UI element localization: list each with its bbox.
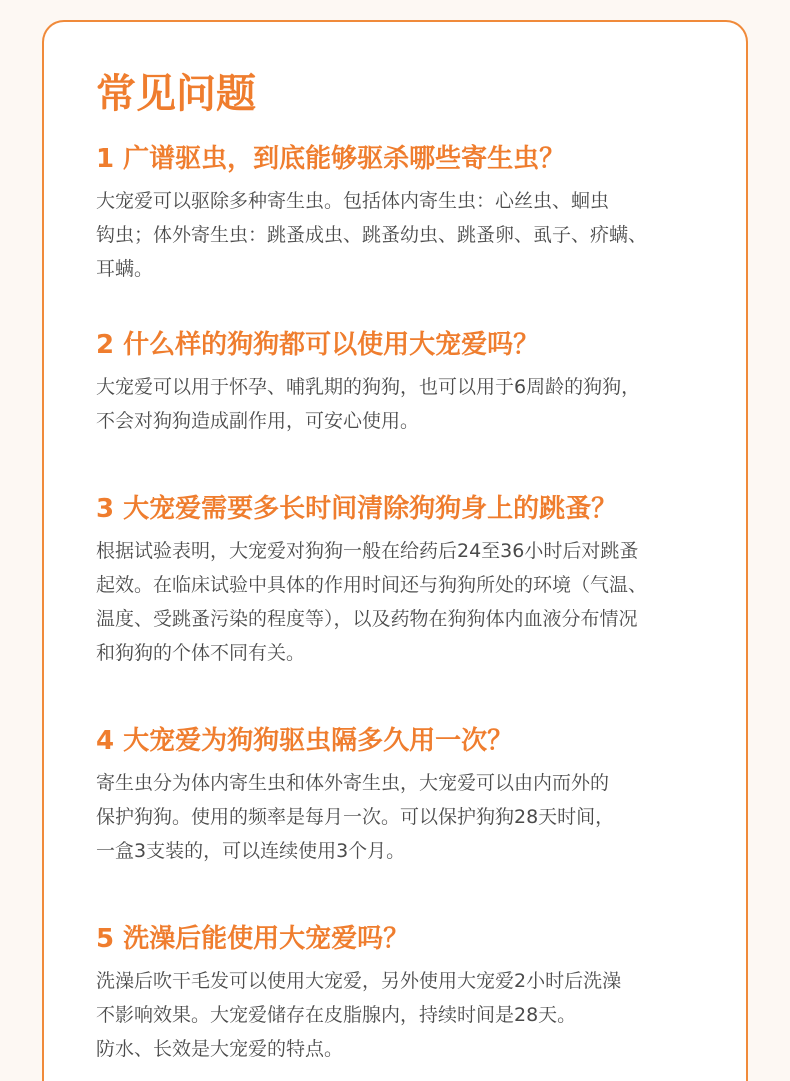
- answer-line: 不影响效果。大宠爱储存在皮脂腺内，持续时间是28天。: [96, 1004, 577, 1026]
- faq-question: 3 大宠爱需要多长时间清除狗狗身上的跳蚤？: [96, 494, 618, 524]
- faq-question: 4 大宠爱为狗狗驱虫隔多久用一次？: [96, 726, 514, 756]
- answer-line: 寄生虫分为体内寄生虫和体外寄生虫，大宠爱可以由内而外的: [96, 772, 610, 794]
- answer-line: 保护狗狗。使用的频率是每月一次。可以保护狗狗28天时间，: [96, 806, 615, 828]
- faq-item-4: [96, 722, 736, 868]
- answer-line: 钩虫；体外寄生虫：跳蚤成虫、跳蚤幼虫、跳蚤卵、虱子、疥螨、: [96, 224, 648, 246]
- answer-line: 一盒3支装的，可以连续使用3个月。: [96, 840, 406, 862]
- faq-answer: [96, 370, 736, 438]
- page-title: 常见问题: [96, 71, 256, 117]
- answer-line: 起效。在临床试验中具体的作用时间还与狗狗所处的环境（气温、: [96, 574, 648, 596]
- faq-answer: [96, 184, 736, 286]
- answer-line: 根据试验表明，大宠爱对狗狗一般在给药后24至36小时后对跳蚤: [96, 540, 639, 562]
- answer-line: 大宠爱可以用于怀孕、哺乳期的狗狗，也可以用于6周龄的狗狗，: [96, 376, 641, 398]
- faq-question: 2 什么样的狗狗都可以使用大宠爱吗？: [96, 330, 540, 360]
- faq-answer: [96, 964, 736, 1066]
- faq-answer: [96, 766, 736, 868]
- answer-line: 温度、受跳蚤污染的程度等），以及药物在狗狗体内血液分布情况: [96, 608, 638, 630]
- faq-question: 1 广谱驱虫，到底能够驱杀哪些寄生虫？: [96, 144, 566, 174]
- faq-item-5: [96, 920, 736, 1066]
- answer-line: 防水、长效是大宠爱的特点。: [96, 1038, 344, 1060]
- faq-item-1: [96, 140, 736, 286]
- answer-line: 和狗狗的个体不同有关。: [96, 642, 306, 664]
- answer-line: 不会对狗狗造成副作用，可安心使用。: [96, 410, 420, 432]
- faq-item-2: [96, 326, 736, 438]
- faq-item-3: [96, 490, 736, 670]
- faq-answer: [96, 534, 736, 670]
- answer-line: 洗澡后吹干毛发可以使用大宠爱，另外使用大宠爱2小时后洗澡: [96, 970, 622, 992]
- answer-line: 耳螨。: [96, 258, 154, 280]
- answer-line: 大宠爱可以驱除多种寄生虫。包括体内寄生虫：心丝虫、蛔虫: [96, 190, 610, 212]
- faq-question: 5 洗澡后能使用大宠爱吗？: [96, 924, 410, 954]
